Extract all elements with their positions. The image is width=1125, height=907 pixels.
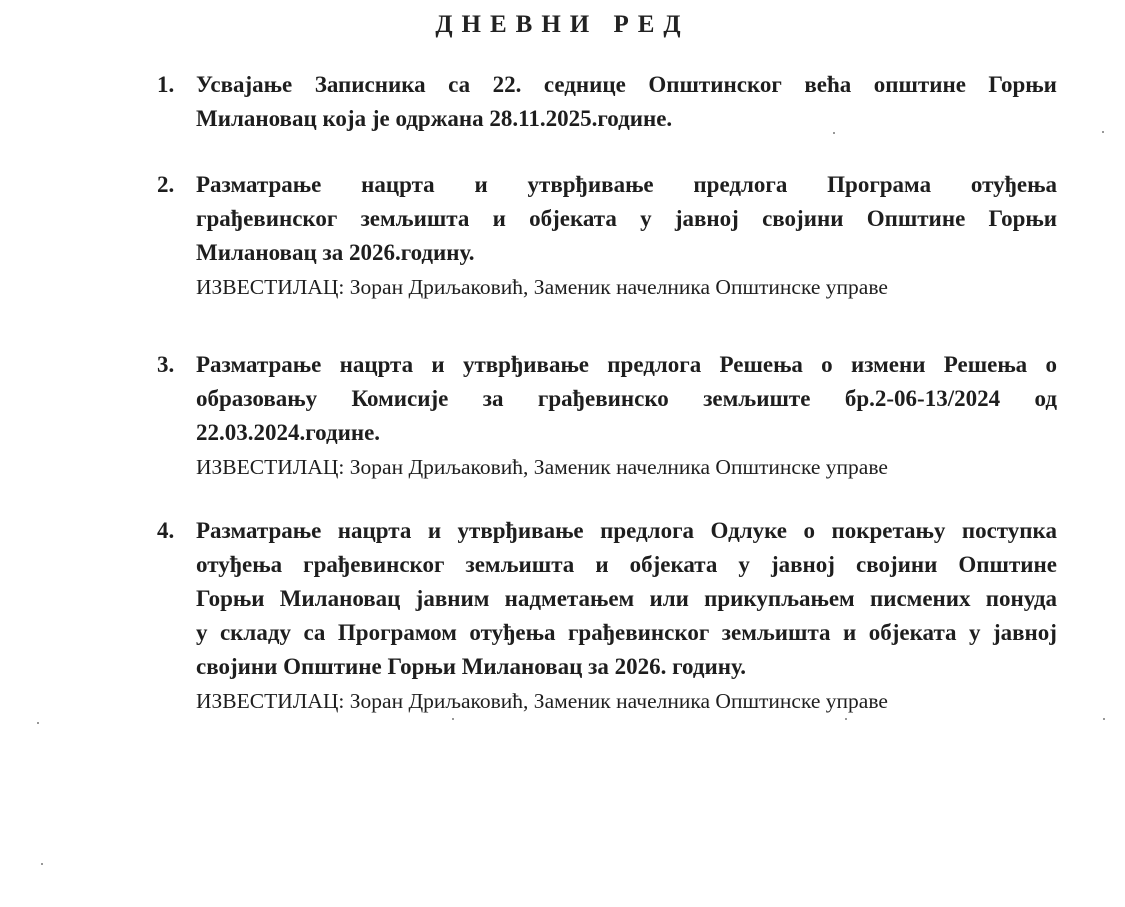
agenda-item-number: 3. — [157, 352, 175, 377]
word: Општине — [866, 206, 966, 231]
word: својини — [762, 206, 844, 231]
agenda-item-text — [196, 514, 1057, 684]
agenda-item-body — [196, 68, 1057, 136]
word: складу — [219, 620, 291, 645]
scan-speck — [833, 132, 835, 134]
word: и — [427, 518, 442, 543]
word: или — [649, 586, 689, 611]
word: за — [482, 386, 504, 411]
text-line — [196, 202, 1057, 236]
word: предлога — [607, 352, 702, 377]
agenda-item-text — [196, 348, 1057, 450]
word: са — [448, 72, 471, 97]
word: о — [1045, 352, 1057, 377]
word: од — [1034, 386, 1057, 411]
word: земљишта — [360, 206, 470, 231]
word: Општине — [958, 552, 1057, 577]
word: утврђивање — [457, 518, 584, 543]
word: нацрта — [361, 172, 435, 197]
agenda-item-body — [196, 168, 1057, 304]
word: покретању — [831, 518, 946, 543]
word: нацрта — [339, 352, 414, 377]
scan-speck — [37, 722, 39, 724]
word: у — [969, 620, 981, 645]
scan-speck — [1102, 131, 1104, 133]
word: грађевинског — [196, 206, 338, 231]
word: и — [474, 172, 488, 197]
scan-speck — [41, 863, 43, 865]
text-line — [196, 348, 1057, 382]
scan-speck — [452, 718, 454, 720]
word: Записника — [314, 72, 426, 97]
word: Решења — [719, 352, 803, 377]
word: понуда — [985, 586, 1057, 611]
agenda-item-body — [196, 348, 1057, 484]
text-line: својини Општине Горњи Милановац за 2026. годину. — [196, 654, 746, 679]
word: грађевинско — [537, 386, 669, 411]
word: и — [595, 552, 609, 577]
agenda-item-reporter: ИЗВЕСТИЛАЦ: Зоран Дриљаковић, Заменик начелника Општинске управе — [196, 455, 888, 479]
word: Горњи — [196, 586, 265, 611]
word: Разматрање — [196, 518, 322, 543]
text-line — [196, 68, 1057, 102]
agenda-item-reporter: ИЗВЕСТИЛАЦ: Зоран Дриљаковић, Заменик начелника Општинске управе — [196, 689, 888, 713]
word: Решења — [943, 352, 1028, 377]
word: о — [803, 518, 815, 543]
agenda-item-reporter: ИЗВЕСТИЛАЦ: Зоран Дриљаковић, Заменик начелника Општинске управе — [196, 275, 888, 299]
word: нацрта — [337, 518, 412, 543]
word: са — [303, 620, 326, 645]
word: грађевинског — [303, 552, 445, 577]
word: отуђења — [970, 172, 1057, 197]
word: образовању — [196, 386, 318, 411]
word: седнице — [543, 72, 626, 97]
word: предлога — [693, 172, 788, 197]
word: Усвајање — [196, 72, 293, 97]
word: Општинског — [648, 72, 782, 97]
word: 22. — [492, 72, 522, 97]
word: поступка — [961, 518, 1057, 543]
word: Милановац — [279, 586, 401, 611]
word: Горњи — [988, 72, 1057, 97]
word: Одлуке — [710, 518, 788, 543]
word: отуђења — [469, 620, 556, 645]
word: објеката — [868, 620, 957, 645]
word: Комисије — [351, 386, 449, 411]
word: земљишта — [465, 552, 575, 577]
word: предлога — [600, 518, 695, 543]
agenda-title: ДНЕВНИ РЕД — [435, 11, 690, 38]
scan-speck — [1103, 718, 1105, 720]
text-line: Милановац која је одржана 28.11.2025.године. — [196, 106, 673, 131]
word: Горњи — [988, 206, 1057, 231]
agenda-item-text — [196, 68, 1057, 136]
word: и — [431, 352, 445, 377]
word: надметањем — [504, 586, 635, 611]
word: објеката — [629, 552, 718, 577]
agenda-item-text — [196, 168, 1057, 270]
text-line — [196, 168, 1057, 202]
word: општине — [873, 72, 966, 97]
text-line: 22.03.2024.године. — [196, 420, 381, 445]
word: отуђења — [196, 552, 283, 577]
word: и — [843, 620, 857, 645]
word: бр.2-06-13/2024 — [844, 386, 1001, 411]
word: грађевинског — [567, 620, 710, 645]
word: већа — [804, 72, 852, 97]
word: јавним — [415, 586, 490, 611]
word: утврђивање — [462, 352, 590, 377]
text-line — [196, 514, 1057, 548]
word: у — [738, 552, 750, 577]
word: и — [492, 206, 506, 231]
agenda-item-body — [196, 514, 1057, 718]
word: Програмом — [337, 620, 457, 645]
word: Разматрање — [196, 352, 322, 377]
text-line — [196, 382, 1057, 416]
word: писмених — [869, 586, 971, 611]
word: утврђивање — [527, 172, 654, 197]
word: Разматрање — [196, 172, 322, 197]
word: Програма — [827, 172, 932, 197]
agenda-item-number: 2. — [157, 172, 175, 197]
text-line — [196, 548, 1057, 582]
word: јавној — [674, 206, 739, 231]
text-line — [196, 616, 1057, 650]
word: о — [821, 352, 833, 377]
word: прикупљањем — [704, 586, 855, 611]
word: својини — [855, 552, 938, 577]
agenda-item-number: 4. — [157, 518, 175, 543]
word: објеката — [529, 206, 617, 231]
word: земљишта — [721, 620, 831, 645]
text-line — [196, 582, 1057, 616]
word: измени — [850, 352, 926, 377]
text-line: Милановац за 2026.годину. — [196, 240, 475, 265]
word: у — [196, 620, 208, 645]
word: јавној — [770, 552, 835, 577]
scan-speck — [845, 718, 847, 720]
agenda-item-number: 1. — [157, 72, 175, 97]
word: јавној — [992, 620, 1057, 645]
word: земљиште — [703, 386, 811, 411]
word: у — [640, 206, 652, 231]
